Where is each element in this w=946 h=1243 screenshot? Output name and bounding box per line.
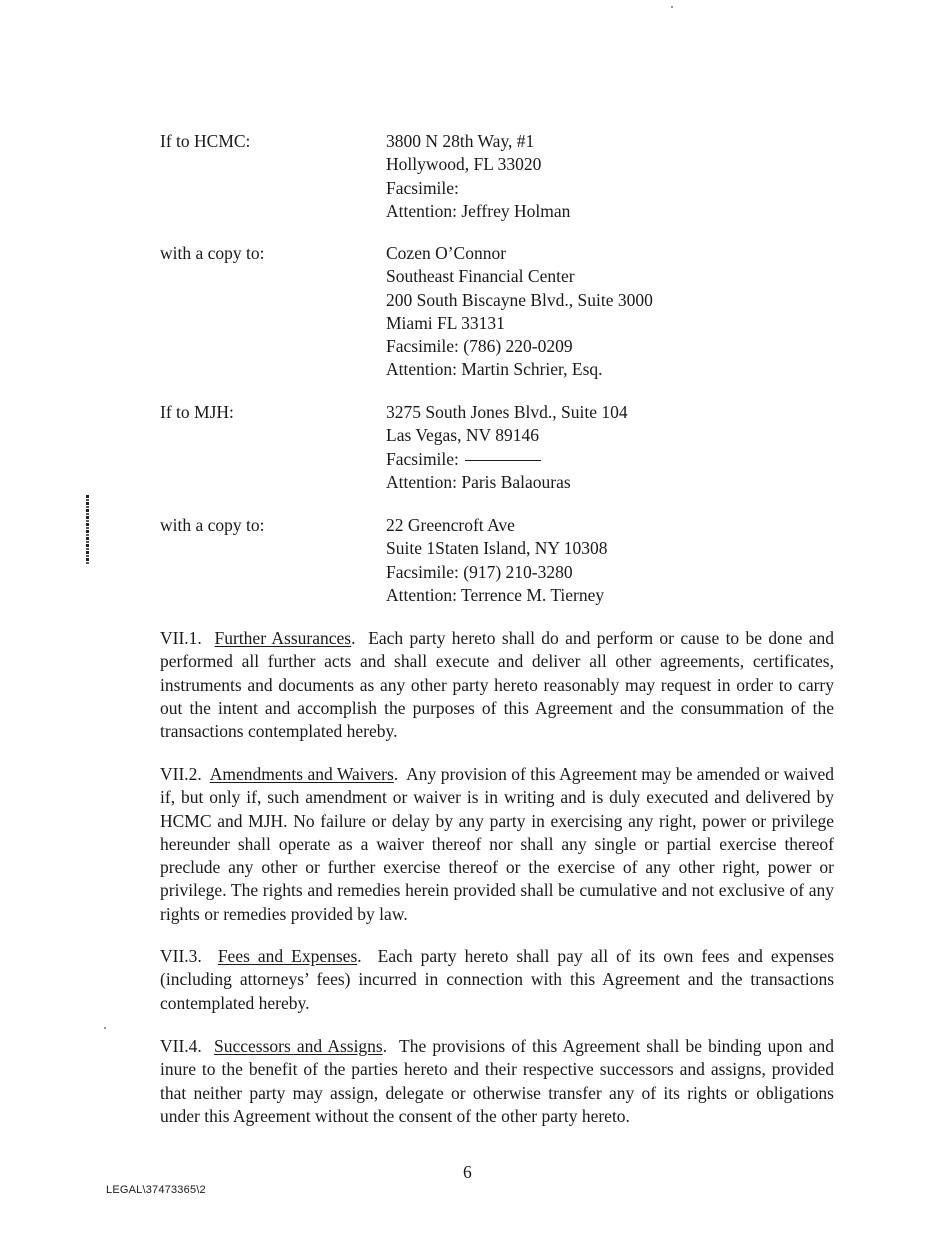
notice-label: with a copy to:	[160, 515, 265, 535]
section-heading: Further Assurances	[214, 628, 352, 648]
notice-address	[386, 514, 607, 607]
address-line: Suite 1Staten Island, NY 10308	[386, 538, 608, 559]
address-line: 200 South Biscayne Blvd., Suite 3000	[386, 289, 653, 310]
address-line: Attention: Jeffrey Holman	[386, 200, 571, 221]
address-line: Southeast Financial Center	[386, 266, 575, 287]
address-line: Attention: Paris Balaouras	[386, 471, 571, 492]
section-fees-expenses: VII.3. Fees and Expenses. Each party hereto shall pay all of its own fees and expenses (including attorneys’ fees) incurred in connection with this Agreement and the transactions contemplated hereby.	[160, 946, 835, 1013]
scan-speck	[104, 1027, 106, 1029]
section-number: VII.3.	[160, 946, 202, 966]
scan-artifact-mark	[86, 495, 89, 565]
address-line: Facsimile: (917) 210-3280	[386, 561, 573, 582]
notice-label: with a copy to:	[160, 243, 265, 263]
notice-address	[386, 401, 628, 494]
facsimile-blank	[465, 460, 541, 461]
address-line: Hollywood, FL 33020	[386, 154, 542, 175]
address-line: 3800 N 28th Way, #1	[386, 131, 535, 151]
facsimile-label: Facsimile:	[386, 448, 459, 469]
section-further-assurances: VII.1. Further Assurances. Each party hereto shall do and perform or cause to be done and performed all further acts and shall execute and deliver all other agreements, certificates, instruments and documents as any other party hereto reasonably may request in order to carry out the intent and accomplish the purposes of this Agreement and the consummation of the transactions contemplated hereby.	[160, 628, 835, 742]
address-line: Cozen O’Connor	[386, 243, 507, 263]
section-body: Each party hereto shall pay all of its own fees and expenses (including attorneys’ fees) incurred in connection with this Agreement and the transactions contemplated hereby.	[160, 946, 835, 1013]
notice-label: If to HCMC:	[160, 131, 251, 151]
section-body: Each party hereto shall do and perform or cause to be done and performed all further acts and shall execute and deliver all other agreements, certificates, instruments and documents as any other party hereto reasonably may request in order to carry out the intent and accomplish the purposes of this Agreement and the consummation of the transactions contemplated hereby.	[160, 628, 835, 742]
address-line: 3275 South Jones Blvd., Suite 104	[386, 402, 628, 422]
address-line: 22 Greencroft Ave	[386, 515, 515, 535]
address-line: Miami FL 33131	[386, 312, 505, 333]
document-code: LEGAL\37473365\2	[106, 1184, 206, 1196]
page-number: 6	[463, 1162, 472, 1182]
address-line	[386, 448, 628, 471]
notice-label: If to MJH:	[160, 402, 234, 422]
section-heading: Fees and Expenses	[217, 946, 358, 966]
address-line: Attention: Terrence M. Tierney	[386, 584, 605, 605]
address-line: Facsimile:	[386, 177, 459, 198]
section-successors-assigns: VII.4. Successors and Assigns. The provisions of this Agreement shall be binding upon and inure to the benefit of the parties hereto and their respective successors and assigns, provided that neither party may assign, delegate or otherwise transfer any of its rights or obligations under this Agreement without the consent of the other party hereto.	[160, 1036, 835, 1126]
notice-address	[386, 130, 570, 223]
notice-address	[386, 242, 653, 382]
section-body: Any provision of this Agreement may be amended or waived if, but only if, such amendment or waiver is in writing and is duly executed and delivered by HCMC and MJH. No failure or delay by any party in exercising any right, power or privilege hereunder shall operate as a waiver thereof nor shall any single or partial exercise thereof preclude any other or further exercise thereof or the exercise of any other right, power or privilege. The rights and remedies herein provided shall be cumulative and not exclusive of any rights or remedies provided by law.	[160, 764, 834, 924]
section-number: VII.2.	[160, 764, 202, 784]
address-line: Attention: Martin Schrier, Esq.	[386, 359, 603, 380]
section-heading: Successors and Assigns	[214, 1036, 383, 1056]
address-line: Facsimile: (786) 220-0209	[386, 336, 573, 357]
scan-speck	[671, 6, 673, 8]
section-heading: Amendments and Waivers	[209, 764, 394, 784]
address-line: Las Vegas, NV 89146	[386, 425, 539, 446]
section-number: VII.1.	[160, 628, 202, 648]
section-body: The provisions of this Agreement shall be binding upon and inure to the benefit of the parties hereto and their respective successors and assigns, provided that neither party may assign, delegate or otherwise transfer any of its rights or obligations under this Agreement without the consent of the other party hereto.	[160, 1036, 835, 1126]
section-amendments-waivers: VII.2. Amendments and Waivers. Any provision of this Agreement may be amended or waived if, but only if, such amendment or waiver is in writing and is duly executed and delivered by HCMC and MJH. No failure or delay by any party in exercising any right, power or privilege hereunder shall operate as a waiver thereof nor shall any single or partial exercise thereof preclude any other or further exercise thereof or the exercise of any other right, power or privilege. The rights and remedies herein provided shall be cumulative and not exclusive of any rights or remedies provided by law.	[160, 764, 834, 924]
section-number: VII.4.	[160, 1036, 202, 1056]
